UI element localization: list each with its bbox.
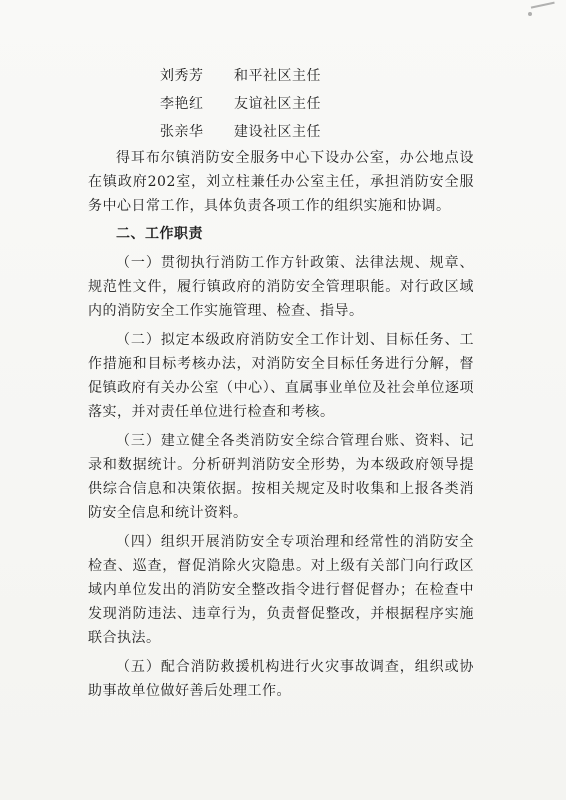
document-content — [88, 62, 474, 708]
section-title: 二、工作职责 — [116, 226, 203, 242]
duty-item — [88, 328, 474, 424]
member-name: 李艳红 — [160, 96, 204, 112]
duty-item-prefix: （四） — [116, 534, 161, 550]
duty-item-text: 拟定本级政府消防安全工作计划、目标任务、工作措施和目标考核办法，对消防安全目标任务进行分解，督促镇政府有关办公室（中心）、直属事业单位及社会单位逐项落实，并对责任单位进行检查和考核。 — [88, 332, 475, 420]
scan-mark — [531, 2, 557, 21]
member-row — [160, 118, 474, 146]
duty-item-prefix: （一） — [116, 255, 161, 271]
duty-item-prefix: （五） — [116, 659, 161, 675]
duty-item-prefix: （三） — [116, 433, 161, 449]
member-row — [160, 62, 474, 90]
member-role: 建设社区主任 — [234, 124, 321, 140]
member-name: 张亲华 — [160, 124, 204, 140]
scan-dot — [528, 12, 532, 16]
duty-item-text: 贯彻执行消防工作方针政策、法律法规、规章、规范性文件，履行镇政府的消防安全管理职能。对行政区域内的消防安全工作实施管理、检查、指导。 — [88, 255, 475, 319]
duty-item-text: 组织开展消防安全专项治理和经常性的消防安全检查、巡查，督促消除火灾隐患。对上级有关部门向行政区域内单位发出的消防安全整改指令进行督促督办；在检查中发现消防违法、违章行为，负责督促整改，并根据程序实施联合执法。 — [88, 534, 475, 646]
duty-item — [88, 530, 474, 650]
intro-paragraph: 得耳布尔镇消防安全服务中心下设办公室，办公地点设在镇政府202室，刘立柱兼任办公室主任，承担消防安全服务中心日常工作，具体负责各项工作的组织实施和协调。 — [88, 150, 474, 214]
duty-item-prefix: （二） — [116, 332, 161, 348]
duty-item — [88, 251, 474, 323]
member-name: 刘秀芳 — [160, 68, 204, 84]
duty-item — [88, 655, 474, 703]
duty-item-text: 建立健全各类消防安全综合管理台账、资料、记录和数据统计。分析研判消防安全形势，为本级政府领导提供综合信息和决策依据。按相关规定及时收集和上报各类消防安全信息和统计资料。 — [88, 433, 475, 521]
member-role: 友谊社区主任 — [234, 96, 321, 112]
member-role: 和平社区主任 — [234, 68, 321, 84]
duty-item-text: 配合消防救援机构进行火灾事故调查，组织或协助事故单位做好善后处理工作。 — [88, 659, 475, 699]
member-row — [160, 90, 474, 118]
duty-item — [88, 429, 474, 525]
